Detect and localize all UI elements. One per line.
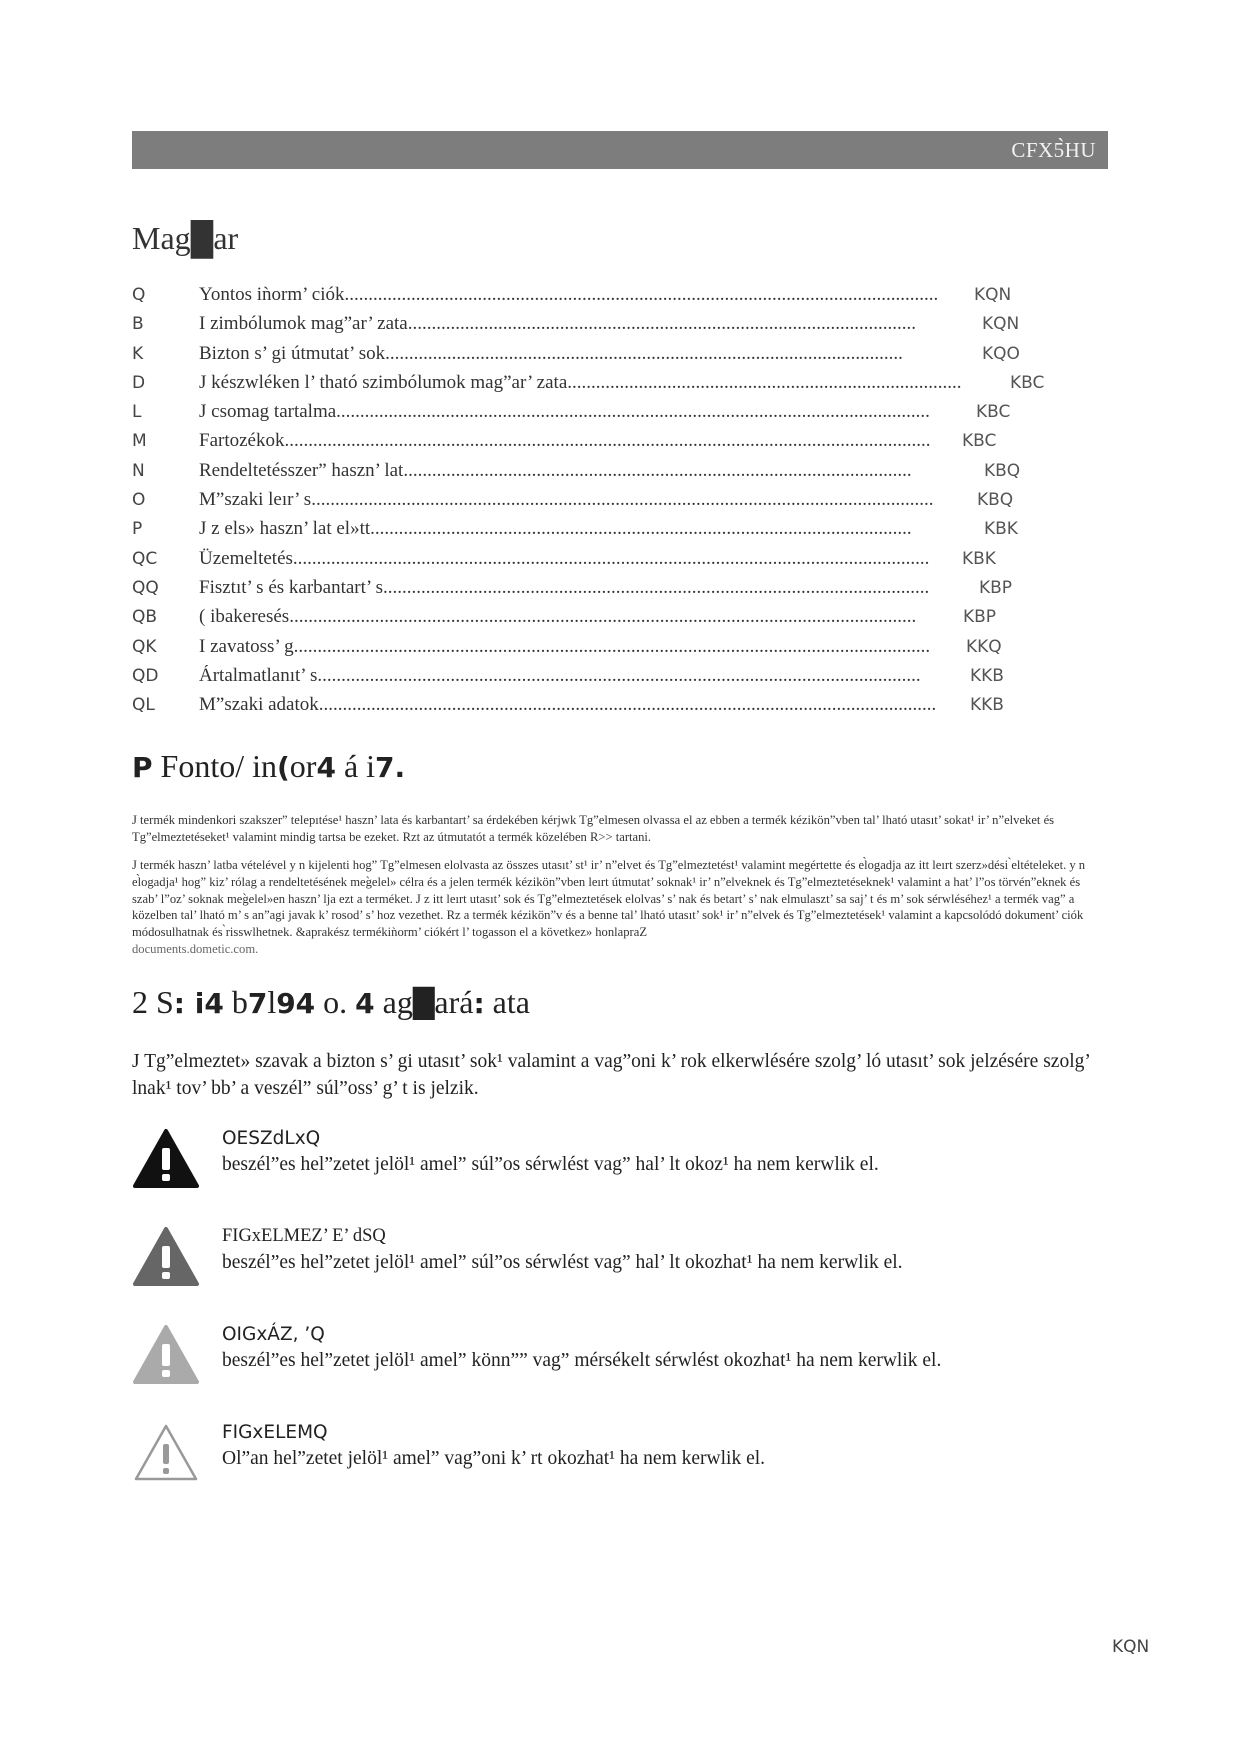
warning-title: FIGxELMEZ’ E’ dSQ <box>222 1226 386 1246</box>
toc-entry-page: KBQ <box>984 460 1021 481</box>
toc-entry-number: QQ <box>132 577 159 598</box>
toc-entry[interactable] <box>132 692 1044 721</box>
toc-entry-title: Üzemeltetés...................................................................................................................................... <box>199 547 930 569</box>
signal-words-intro: J Tg”elmeztet» szavak a bizton s’ gi utasıt’ sok¹ valamint a vag”oni k’ rok elkerwlésére szolg’ ló utasıt’ sok jelzésére szolg’ lnak¹ tov’ bb’ a veszél” súl”oss’ g’ t is jelzik. <box>132 1051 1090 1099</box>
header-bar <box>132 131 1108 169</box>
toc-entry-page: KKB <box>970 695 1004 716</box>
danger-title: OESZdLxQ <box>222 1128 321 1149</box>
toc-entry-number: QK <box>132 636 157 657</box>
toc-entry-page: KKQ <box>966 636 1002 657</box>
section-title-part: S <box>156 984 174 1020</box>
toc-entry-title: J csomag tartalma............................................................................................................................. <box>199 401 930 423</box>
section-title-part: 7 <box>247 987 268 1020</box>
toc-entry-title: I zavatoss’ g...................................................................................................................................... <box>199 635 931 657</box>
toc-entry-page: KQO <box>982 343 1020 364</box>
toc-entry-page: KBC <box>1010 372 1045 393</box>
toc-entry[interactable] <box>132 516 1044 545</box>
warning-text: beszél”es hel”zetet jelöl¹ amel” súl”os sérwlést vag” hal’ lt okozhat¹ ha nem kerwlik el. <box>222 1252 903 1273</box>
toc-entry-number: N <box>132 460 145 481</box>
document-code: CFX5̀̀HU <box>1011 138 1096 162</box>
section-title-part: Fonto/ in <box>160 748 277 784</box>
important-info-paragraph-2 <box>132 857 1108 958</box>
toc-entry-page: KBK <box>984 519 1018 540</box>
toc-entry-title: J készwléken l’ tható szimbólumok mag”ar’ zata................................................................................... <box>199 371 962 393</box>
toc-entry-page: KBQ <box>977 490 1014 511</box>
danger-icon <box>132 1128 200 1190</box>
page-number: KQN <box>1112 1637 1150 1657</box>
toc-entry-page: KKB <box>970 665 1004 686</box>
toc-entry-title: M”szaki leır’ s................................................................................................................................... <box>199 489 934 511</box>
toc-entry-page: KBC <box>976 402 1011 423</box>
toc-entry-number: QC <box>132 548 158 569</box>
section-title-part: o. <box>315 984 356 1020</box>
section-title-part: 4 <box>355 987 375 1020</box>
warning-block-danger <box>132 1128 1108 1192</box>
section-number: 2 <box>132 984 148 1020</box>
section-title-part: ag <box>374 984 413 1020</box>
toc-entry[interactable] <box>132 428 1044 457</box>
section-title-part: 7. <box>375 751 406 784</box>
toc-entry-number: B <box>132 314 144 335</box>
toc-entry-page: KBK <box>962 548 996 569</box>
section-title-part: 4 <box>316 751 336 784</box>
toc-entry-title: ( ibakeresés.................................................................................................................................... <box>199 606 917 628</box>
section-title-part: : <box>473 987 485 1020</box>
toc-entry-number: P <box>132 519 143 540</box>
toc-entry-title: Fisztıt’ s és karbantart’ s................................................................................................................... <box>199 576 930 598</box>
toc-entry[interactable] <box>132 341 1044 370</box>
section-title-part: █ <box>412 987 435 1020</box>
table-of-contents <box>132 282 1044 721</box>
section-number: P <box>132 751 153 784</box>
danger-text: beszél”es hel”zetet jelöl¹ amel” súl”os sérwlést vag” hal’ lt okoz¹ ha nem kerwlik el. <box>222 1154 879 1175</box>
toc-entry-title: Rendeltetésszer” haszn’ lat........................................................................................................... <box>199 459 912 481</box>
toc-entry-page: KBP <box>979 577 1013 598</box>
toc-entry[interactable] <box>132 487 1044 516</box>
language-title: Mag█ar <box>132 220 239 256</box>
toc-entry-title: Yontos iǹorm’ ciók............................................................................................................................. <box>199 284 939 305</box>
toc-entry-page: KQN <box>982 314 1020 335</box>
toc-entry-number: K <box>132 343 144 364</box>
section-title-part: ata <box>484 984 530 1020</box>
section-heading-symbols <box>132 984 530 1021</box>
section-title-part: 4 <box>204 987 224 1020</box>
section-title-part: b <box>223 984 248 1020</box>
toc-entry-page: KBP <box>963 607 997 628</box>
toc-entry[interactable] <box>132 575 1044 604</box>
toc-entry-number: M <box>132 431 147 452</box>
toc-entry[interactable] <box>132 311 1044 340</box>
toc-entry-title: Bizton s’ gi útmutat’ sok............................................................................................................. <box>199 342 903 364</box>
toc-entry-number: QB <box>132 607 158 628</box>
toc-entry[interactable] <box>132 282 1044 311</box>
section-title-part: á i <box>335 748 376 784</box>
section-title-part: or <box>289 748 317 784</box>
warning-block-caution <box>132 1324 1108 1388</box>
warning-block-notice <box>132 1422 1108 1486</box>
notice-icon <box>132 1422 200 1484</box>
toc-entry[interactable] <box>132 399 1044 428</box>
toc-entry-title: Ártalmatlanıt’ s............................................................................................................................... <box>199 664 921 686</box>
caution-text: beszél”es hel”zetet jelöl¹ amel” könn”” vag” mérsékelt sérwlést okozhat¹ ha nem kerwlik el. <box>222 1350 942 1371</box>
toc-entry-title: I zimbólumok mag”ar’ zata........................................................................................................... <box>199 313 916 335</box>
section-title-part: l <box>267 984 277 1020</box>
toc-entry[interactable] <box>132 663 1044 692</box>
toc-entry-title: J z els» haszn’ lat el»tt.................................................................................................................. <box>199 518 912 540</box>
toc-entry-title: M”szaki adatok.................................................................................................................................. <box>199 694 937 716</box>
section-title-part: ará <box>434 984 474 1020</box>
toc-entry[interactable] <box>132 634 1044 663</box>
toc-entry[interactable] <box>132 604 1044 633</box>
important-info-paragraph-1: J termék mindenkori szakszer” telepıtése¹ haszn’ lata és karbantart’ sa érdekében kérjwk Tg”elmesen olvassa el az ebben a termék kézikön”vben tal’ lható utasıt’ sokat¹ ir’ n”elveket és Tg”elmeztetéseket¹ valamint mindig tartsa be ezeket. Rzt az útmutatót a termék közelében R>> tartani. <box>132 813 1055 844</box>
section-title-part: 94 <box>276 987 316 1020</box>
toc-entry-number: L <box>132 402 142 423</box>
toc-entry[interactable] <box>132 370 1044 399</box>
warning-icon <box>132 1226 200 1288</box>
section-heading-important-info <box>132 748 405 785</box>
documents-link[interactable]: documents.dometic.com. <box>132 941 259 956</box>
toc-entry-number: Q <box>132 285 146 305</box>
toc-entry-page: KQN <box>974 285 1012 305</box>
toc-entry-number: O <box>132 490 146 511</box>
section-title-part: ( <box>277 751 290 784</box>
toc-entry-title: Fartozékok........................................................................................................................................ <box>199 430 931 452</box>
notice-text: Ol”an hel”zetet jelöl¹ amel” vag”oni k’ rt okozhat¹ ha nem kerwlik el. <box>222 1448 766 1469</box>
toc-entry-page: KBC <box>962 431 997 452</box>
toc-entry[interactable] <box>132 546 1044 575</box>
toc-entry[interactable] <box>132 458 1044 487</box>
toc-entry-number: QD <box>132 665 159 686</box>
warning-block-warning <box>132 1226 1108 1290</box>
paragraph-text: J termék haszn’ latba vételével y n kijelenti hog” Tg”elmesen elolvasta az összes utasıt’ st¹ ir’ n”elvet és Tg”elmeztetést¹ valamint megértette és el̀ogadja az itt leırt szerz»dési ̀eltételeket. y n el̀ogadja¹ hog” kiz’ rólag a rendeltetésének meg̀elel» célra és a jelen termék kézikön”vben leırt útmutat’ soknak¹ ir’ n”elveknek és Tg”elmeztetéseknek¹ valamint a hat’ l”os törvén”eknek és szab’ l”oz’ soknak meg̀elel»en haszn’ lja ezt a terméket. J z itt leırt utasıt’ sok és Tg”elmeztetések elolvas’ s’ nak és betart’ s’ nak elmulaszt’ sa saj’ t és m’ sok sérwléséhez¹ a termék vag” a közelben tal’ lható m’ s an”agi javak k’ rosod’ s’ hoz vezethet. Rz a termék kézikön”v és a benne tal’ lható utasıt’ sok¹ ir’ n”elvek és Tg”elmeztetések¹ valamint a kapcsolódó dokument’ ciók módosulhatnak és ̀risswlhetnek. &aprakész termékiǹorm’ ciókért l’ togasson el a következ» honlapraΖ <box>132 858 1086 940</box>
notice-title: FIGxELEMQ <box>222 1422 328 1443</box>
toc-entry-number: D <box>132 372 146 393</box>
toc-entry-number: QL <box>132 695 155 716</box>
section-title-part: : i <box>173 987 205 1020</box>
caution-icon <box>132 1324 200 1386</box>
caution-title: OIGxÁZ, ’Q <box>222 1324 325 1345</box>
